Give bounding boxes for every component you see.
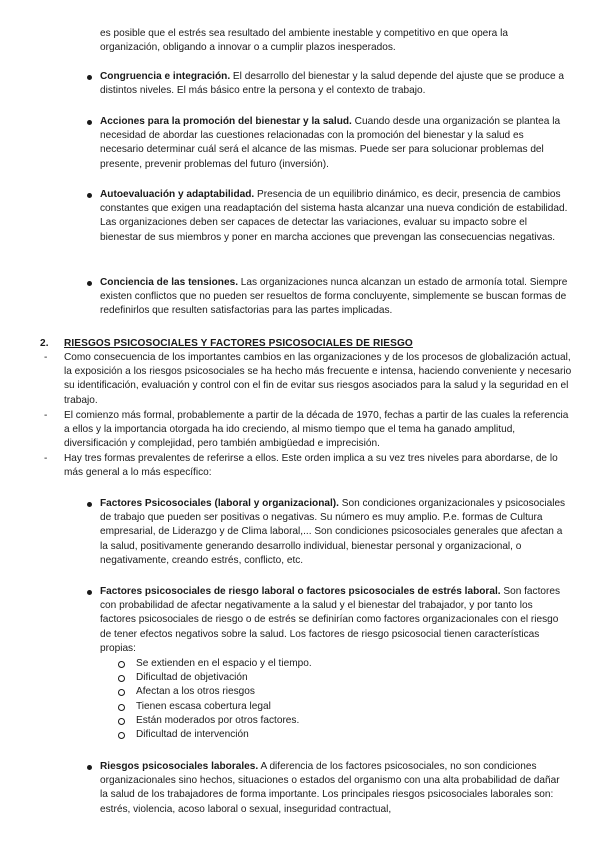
bullet-text: Son condiciones organizacionales y psicosociales de trabajo que pueden ser positivas o negativas. Su número es muy amplio. P.e. formas de Cultura empresarial, de Liderazgo y de Clima laboral,... Son condiciones psicosociales generales que afectan a la salud, positivamente generando desarrollo individual, bienestar personal y organizacional, o negativamente, creando estrés, conflicto, etc. bbox=[100, 498, 566, 566]
bullet-dot-icon bbox=[87, 193, 92, 198]
bullet-item bbox=[100, 760, 570, 817]
dash-mark: - bbox=[44, 453, 48, 464]
circle-bullet-icon bbox=[118, 661, 125, 668]
bullet-lead: Autoevaluación y adaptabilidad. bbox=[100, 189, 255, 200]
dash-mark: - bbox=[44, 352, 48, 363]
bullet-dot-icon bbox=[87, 590, 92, 595]
bullet-dot-icon bbox=[87, 765, 92, 770]
bullet-dot-icon bbox=[87, 120, 92, 125]
bullet-item bbox=[100, 497, 570, 568]
bullet-dot-icon bbox=[87, 75, 92, 80]
bullet-text: El desarrollo del bienestar y la salud depende del ajuste que se produce a distintos niveles. El más básico entre la persona y el contexto de trabajo. bbox=[100, 71, 565, 97]
bullet-item bbox=[100, 276, 570, 319]
section-number: 2. bbox=[40, 338, 49, 349]
bullet-text: Son factores con probabilidad de afectar negativamente a la salud y el bienestar del trabajador, y por tanto los factores psicosociales de riesgo o de estrés se definirían como factores organizacionales con el riesgo de tener efectos negativos sobre la salud. Los factores de riesgo psicosocial tienen características propias: bbox=[100, 586, 561, 654]
bullet-text: Presencia de un equilibrio dinámico, es decir, presencia de cambios constantes que exigen una readaptación del sistema hasta alcanzar una nueva condición de estabilidad. Las organizaciones deben ser capaces de detectar las variaciones, evaluar su impacto sobre el bienestar de sus miembros y poner en marcha acciones que prevengan las consecuencias negativas. bbox=[100, 189, 568, 243]
circle-bullet-icon bbox=[118, 718, 125, 725]
bullet-item bbox=[100, 188, 570, 245]
circle-bullet-icon bbox=[118, 704, 125, 711]
bullet-lead: Congruencia e integración. bbox=[100, 71, 231, 82]
circle-bullet-icon bbox=[118, 675, 125, 682]
bullet-dot-icon bbox=[87, 281, 92, 286]
bullet-item bbox=[100, 585, 570, 656]
circle-bullet-icon bbox=[118, 732, 125, 739]
bullet-lead: Conciencia de las tensiones. bbox=[100, 277, 238, 288]
bullet-item bbox=[100, 70, 570, 98]
circle-bullet-icon bbox=[118, 689, 125, 696]
bullet-lead: Acciones para la promoción del bienestar y la salud. bbox=[100, 116, 352, 127]
bullet-lead: Factores psicosociales de riesgo laboral o factores psicosociales de estrés laboral. bbox=[100, 586, 501, 597]
bullet-text: Las organizaciones nunca alcanzan un estado de armonía total. Siempre existen conflictos que no pueden ser resueltos de forma concluyente, simplemente se buscan formas de redefinirlos que resulten satisfactorias para las partes implicadas. bbox=[100, 277, 568, 317]
bullet-lead: Factores Psicosociales (laboral y organizacional). bbox=[100, 498, 339, 509]
bullet-text: A diferencia de los factores psicosociales, no son condiciones organizacionales sino hechos, situaciones o estados del organismo con una alta probabilidad de dañar la salud de los trabajadores de forma importante. Los principales riesgos psicosociales laborales son: estrés, violencia, acoso laboral o sexual, inseguridad contractual, bbox=[100, 761, 560, 815]
bullet-item bbox=[100, 115, 570, 172]
dash-text: El comienzo más formal, probablemente a partir de la década de 1970, fechas a partir de las cuales la referencia a ellos y la importancia otorgada ha ido creciendo, al mismo tiempo que el tema ha ganado amplitud, diversificación y complejidad, pero también ambigüedad e imprecisión. bbox=[64, 410, 569, 450]
dash-item bbox=[44, 452, 574, 480]
dash-text: Hay tres formas prevalentes de referirse a ellos. Este orden implica a su vez tres niveles para abordarse, de lo más general a lo más específico: bbox=[64, 453, 558, 479]
section-title: RIESGOS PSICOSOCIALES Y FACTORES PSICOSOCIALES DE RIESGO bbox=[64, 338, 413, 349]
dash-item bbox=[44, 351, 574, 408]
section-heading bbox=[40, 337, 413, 351]
bullet-dot-icon bbox=[87, 502, 92, 507]
dash-mark: - bbox=[44, 410, 48, 421]
bullet-text: Cuando desde una organización se plantea la necesidad de abordar las cuestiones relacionadas con la promoción del bienestar y la salud es necesario determinar cuál será el alcance de las mismas. Puede ser para solucionar problemas del presente, prevenir problemas del futuro (inversión). bbox=[100, 116, 561, 170]
document-page: es posible que el estrés sea resultado del ambiente inestable y competitivo en que opera la organización, obligando a innovar o a cumplir plazos inesperados. Congruencia e integración. El desarrollo del bienestar y la salud depende del ajuste que se produce a distintos niveles. El más básico entre la persona y el contexto de trabajo. Acciones para la promoción del bienestar y la salud. Cuando desde una organización se plantea la necesidad de abordar las cuestiones relacionadas con la promoción del bienestar y la salud es necesario determinar cuál será el alcance de las mismas. Puede ser para solucionar problemas del presente, prevenir problemas del futuro (inversión). Autoevaluación y adaptabilidad. Presencia de un equilibrio dinámico, es decir, presencia de cambios constantes que exigen una readaptación del sistema hasta alcanzar una nueva condición de estabilidad. Las organizaciones deben ser capaces de detectar las variaciones, evaluar su impacto sobre el bienestar de sus miembros y poner en marcha acciones que prevengan las consecuencias negativas. Conciencia de las tensiones. Las organizaciones nunca alcanzan un estado de armonía total. Siempre existen conflictos que no pueden ser resueltos de forma concluyente, simplemente se buscan formas de redefinirlos que resulten satisfactorias para las partes implicadas. 2. RIESGOS PSICOSOCIALES Y FACTORES PSICOSOCIALES DE RIESGO - Como consecuencia de los importantes cambios en las organizaciones y de los procesos de globalización actual, la exposición a los riesgos psicosociales se ha hecho más frecuente e intensa, haciendo conveniente y necesario su identificación, evaluación y control con el fin de evitar sus riesgos asociados para la salud y la seguridad en el trabajo. - El comienzo más formal, probablemente a partir de la década de 1970, fechas a partir de las cuales la referencia a ellos y la importancia otorgada ha ido creciendo, al mismo tiempo que el tema ha ganado amplitud, diversificación y complejidad, pero también ambigüedad e imprecisión. - Hay tres formas prevalentes de referirse a ellos. Este orden implica a su vez tres niveles para abordarse, de lo más general a lo más específico: Factores Psicosociales (laboral y organizacional). Son condiciones organizacionales y psicosociales de trabajo que pueden ser positivas o negativas. Su número es muy amplio. P.e. formas de Cultura empresarial, de Liderazgo y de Clima laboral,... Son condiciones psicosociales generales que afectan a la salud, positivamente generando desarrollo individual, bienestar personal y organizacional, o negativamente, creando estrés, conflicto, etc. Factores psicosociales de riesgo laboral o factores psicosociales de estrés laboral. Son factores con probabilidad de afectar negativamente a la salud y el bienestar del trabajador, y por tanto los factores psicosociales de riesgo o de estrés se definirían como factores organizacionales con el riesgo de tener efectos negativos sobre la salud. Los factores de riesgo psicosocial tienen características propias: Se extienden en el espacio y el tiempo. Dificultad de objetivación Afectan a los otros riesgos Tienen escasa cobertura legal Están moderados por otros factores. Dificultad de intervención Riesgos psicosociales laborales. A diferencia de los factores psicosociales, no son condiciones organizacionales sino hechos, situaciones o estados del organismo con una alta probabilidad de dañar la salud de los trabajadores de forma importante. Los principales riesgos psicosociales laborales son: estrés, violencia, acoso laboral o sexual, inseguridad contractual, bbox=[0, 0, 600, 848]
dash-text: Como consecuencia de los importantes cambios en las organizaciones y de los procesos de globalización actual, la exposición a los riesgos psicosociales se ha hecho más frecuente e intensa, haciendo conveniente y necesario su identificación, evaluación y control con el fin de evitar sus riesgos asociados para la salud y la seguridad en el trabajo. bbox=[64, 352, 572, 406]
dash-item bbox=[44, 409, 574, 452]
continuation-paragraph: es posible que el estrés sea resultado del ambiente inestable y competitivo en que opera la organización, obligando a innovar o a cumplir plazos inesperados. bbox=[100, 28, 508, 54]
bullet-lead: Riesgos psicosociales laborales. bbox=[100, 761, 259, 772]
